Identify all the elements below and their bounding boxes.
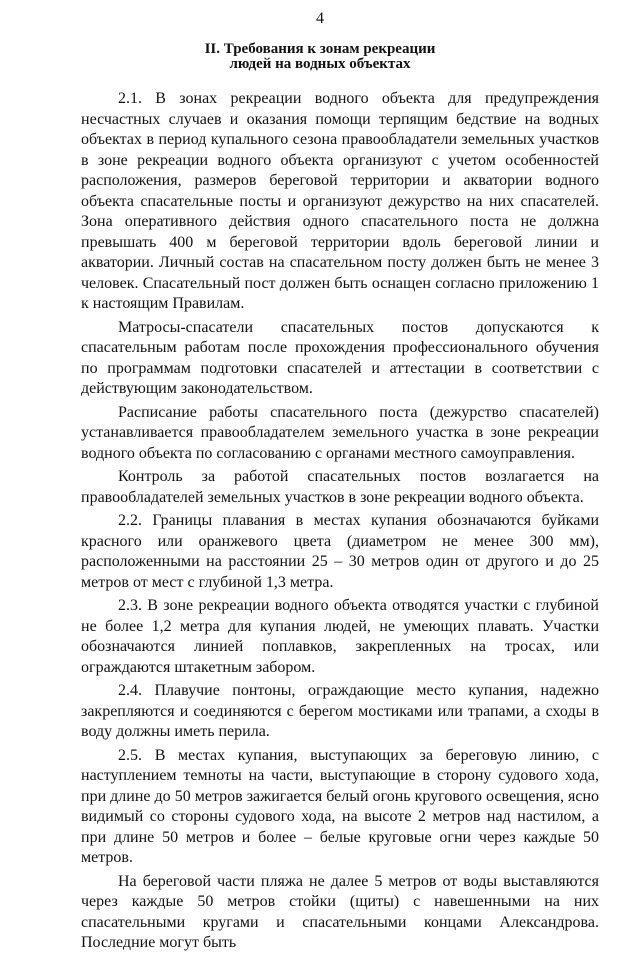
paragraph-2-4: 2.4. Плавучие понтоны, ограждающие место купания, надежно закрепляются и соединяются с берегом мостиками или трапами, а сходы в воду должны иметь перила. (81, 682, 599, 740)
paragraph-schedule: Расписание работы спасательного поста (дежурство спасателей) устанавливается правообладателем земельного участка в зоне рекреации водного объекта по согласованию с органами местного самоуправления. (81, 403, 599, 462)
section-heading-line-1: II. Требования к зонам рекреации (204, 41, 436, 57)
paragraph-shore: На береговой части пляжа не далее 5 метров от воды выставляются через каждые 50 метров стойки (щиты) с навешенными на них спасательными кругами и спасательными концами Александрова. Последние могут быть (81, 872, 599, 951)
paragraph-2-5: 2.5. В местах купания, выступающих за береговую линию, с наступлением темноты на части, выступающие в сторону судового хода, при длине до 50 метров зажигается белый огонь кругового освещения, ясно видимый со стороны судового хода, на высоте 2 метров над настилом, а при длине 50 метров и более – белые круговые огни через каждые 50 метров. (81, 746, 599, 866)
section-heading (0, 42, 640, 72)
paragraph-2-2: 2.2. Границы плавания в местах купания обозначаются буйками красного или оранжевого цвета (диаметром не менее 300 мм), расположенными на расстоянии 25 – 30 метров один от другого и до 25 метров от мест с глубиной 1,3 метра. (81, 512, 599, 591)
paragraph-2-1: 2.1. В зонах рекреации водного объекта для предупреждения несчастных случаев и оказания помощи терпящим бедствие на водных объектах в период купального сезона правообладатели земельных участков в зоне рекреации водного объекта организуют с учетом особенностей расположения, размеров береговой территории и акватории водного объекта спасательные посты и организуют дежурство на них спасателей. Зона оперативного действия одного спасательного поста не должна превышать 400 м береговой территории вдоль береговой линии и акватории. Личный состав на спасательном посту должен быть не менее 3 человек. Спасательный пост должен быть оснащен согласно приложению 1 к настоящим Правилам. (81, 90, 599, 312)
document-body (81, 89, 599, 954)
page-number: 4 (316, 10, 324, 27)
paragraph-control: Контроль за работой спасательных постов возлагается на правообладателей земельных участков в зоне рекреации водного объекта. (81, 468, 599, 506)
paragraph-rescuers: Матросы-спасатели спасательных постов допускаются к спасательным работам после прохождения профессионального обучения по программам подготовки спасателей и аттестации в соответствии с действующим законодательством. (81, 318, 599, 397)
section-heading-line-2: людей на водных объектах (229, 56, 411, 72)
paragraph-2-3: 2.3. В зоне рекреации водного объекта отводятся участки с глубиной не более 1,2 метра для купания людей, не умеющих плавать. Участки обозначаются линией поплавков, закрепленных на тросах, или ограждаются штакетным забором. (81, 597, 599, 676)
